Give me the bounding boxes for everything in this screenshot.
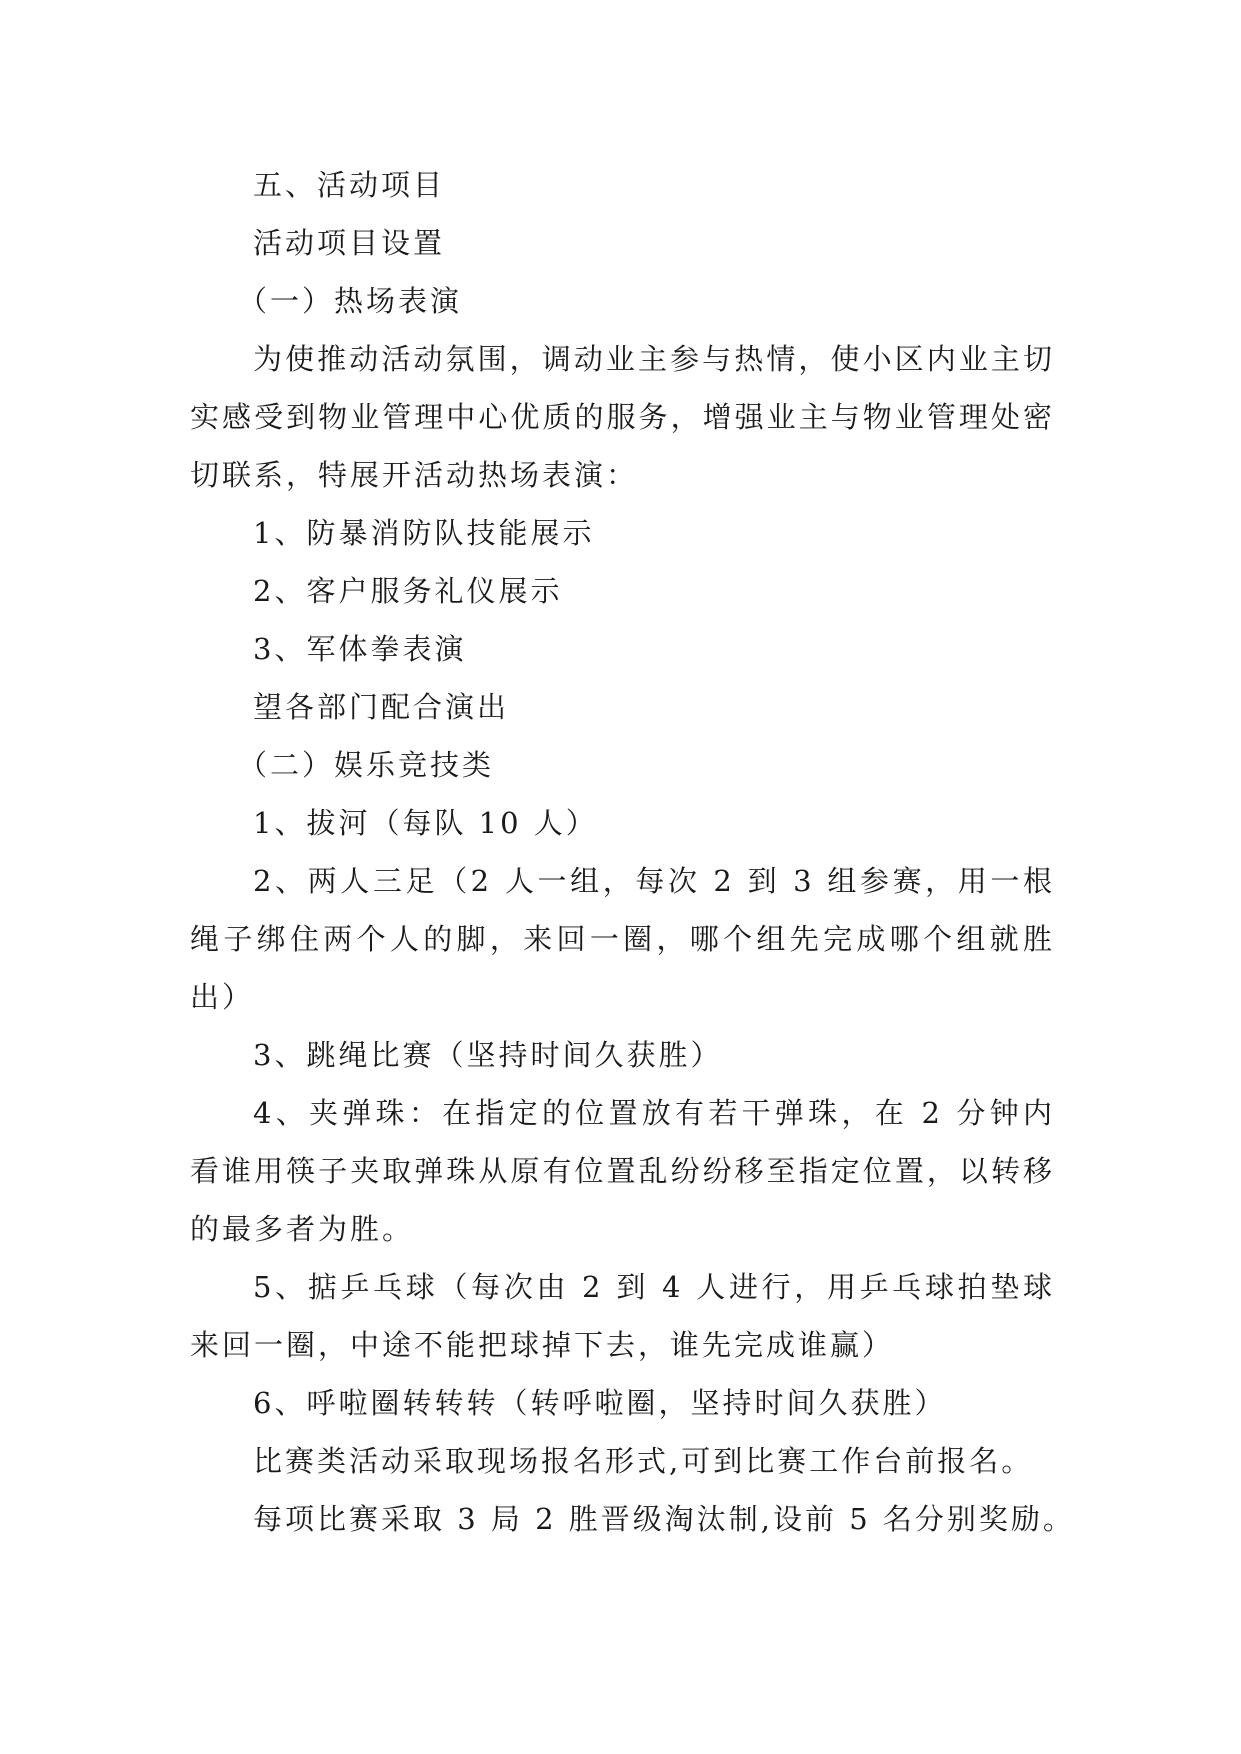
part1-note: 望各部门配合演出 bbox=[253, 690, 510, 724]
document-body bbox=[190, 156, 1075, 1548]
part1-intro: 为使推动活动氛围，调动业主参与热情，使小区内业主切实感受到物业管理中心优质的服务，增强业主与物业管理处密切联系，特展开活动热场表演： bbox=[190, 342, 1055, 492]
part2-heading: （二）娱乐竞技类 bbox=[238, 748, 495, 782]
list-item: 3、跳绳比赛（坚持时间久获胜） bbox=[253, 1038, 723, 1072]
list-item: 2、客户服务礼仪展示 bbox=[253, 574, 563, 608]
section-title: 五、活动项目 bbox=[253, 168, 446, 202]
list-item: 1、拔河（每队 10 人） bbox=[253, 806, 598, 840]
signup-note: 比赛类活动采取现场报名形式,可到比赛工作台前报名。 bbox=[253, 1444, 1034, 1478]
list-item: 4、夹弹珠：在指定的位置放有若干弹珠，在 2 分钟内看谁用筷子夹取弹珠从原有位置乱纷纷移至指定位置，以转移的最多者为胜。 bbox=[190, 1096, 1055, 1246]
part1-heading: （一）热场表演 bbox=[238, 284, 463, 318]
list-item: 3、军体拳表演 bbox=[253, 632, 467, 666]
list-item: 6、呼啦圈转转转（转呼啦圈，坚持时间久获胜） bbox=[253, 1386, 947, 1420]
list-item: 2、两人三足（2 人一组，每次 2 到 3 组参赛，用一根绳子绑住两个人的脚，来回一圈，哪个组先完成哪个组就胜出） bbox=[190, 864, 1055, 1014]
list-item: 1、防暴消防队技能展示 bbox=[253, 516, 595, 550]
rules-note: 每项比赛采取 3 局 2 胜晋级淘汰制,设前 5 名分别奖励。 bbox=[253, 1502, 1075, 1536]
list-item: 5、掂乒乓球（每次由 2 到 4 人进行，用乒乓球拍垫球来回一圈，中途不能把球掉下去，谁先完成谁赢） bbox=[190, 1270, 1055, 1362]
section-subtitle: 活动项目设置 bbox=[253, 226, 446, 260]
